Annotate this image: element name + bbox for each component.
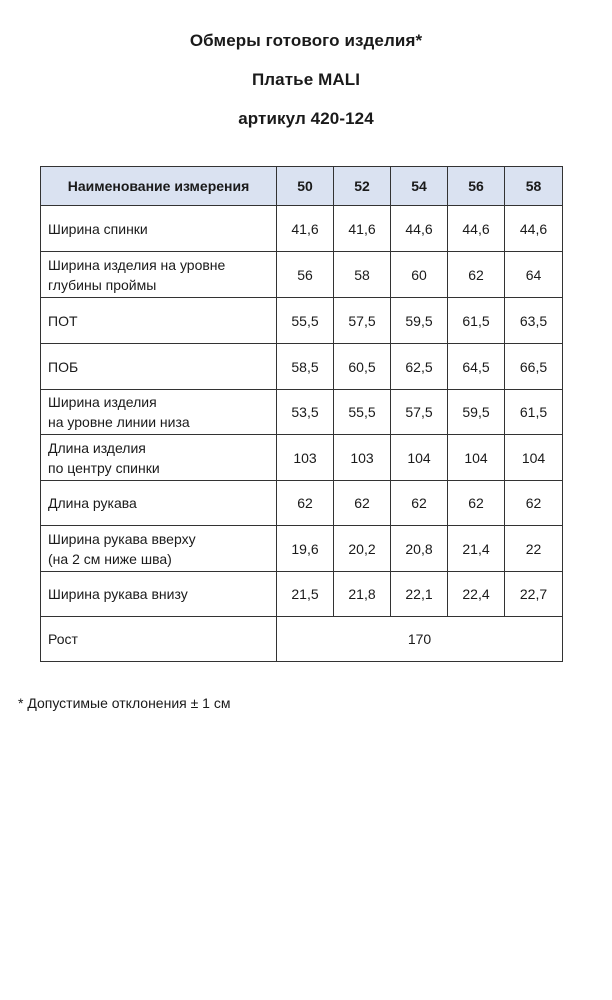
measurement-name-line: Ширина изделия — [48, 394, 157, 410]
measurement-value: 61,5 — [448, 298, 505, 344]
measurement-value: 22,4 — [448, 572, 505, 617]
measurement-name-line: на уровне линии низа — [48, 414, 190, 430]
measurement-value: 22,7 — [505, 572, 563, 617]
measurement-value: 104 — [505, 435, 563, 481]
measurement-value: 62 — [448, 252, 505, 298]
article-number: артикул 420-124 — [238, 109, 374, 128]
measurement-name-line: Ширина изделия на уровне — [48, 256, 226, 273]
measurement-name — [41, 206, 277, 252]
table-row — [41, 298, 563, 344]
measurement-value: 64,5 — [448, 344, 505, 390]
measurement-name-line: Ширина рукава внизу — [48, 586, 188, 602]
measurements-table — [40, 166, 563, 662]
measurement-value: 58,5 — [277, 344, 334, 390]
measurement-name — [41, 526, 277, 572]
table-body — [41, 206, 563, 662]
measurement-value: 59,5 — [448, 390, 505, 435]
measurement-name — [41, 435, 277, 481]
size-header: 52 — [334, 167, 391, 206]
measurement-value: 62 — [448, 481, 505, 526]
measurement-value: 55,5 — [334, 390, 391, 435]
measurement-name — [41, 344, 277, 390]
size-header: 50 — [277, 167, 334, 206]
measurement-name-line: по центру спинки — [48, 459, 160, 476]
measurement-value: 58 — [334, 252, 391, 298]
measurement-value: 21,8 — [334, 572, 391, 617]
measurement-value: 62 — [277, 481, 334, 526]
measurement-value: 44,6 — [391, 206, 448, 252]
measurement-value: 103 — [277, 435, 334, 481]
product-name: Платье MALI — [251, 70, 361, 89]
table-row — [41, 435, 563, 481]
title-block — [0, 30, 612, 147]
measurement-value: 60 — [391, 252, 448, 298]
measurement-value: 20,2 — [334, 526, 391, 572]
table-row — [41, 390, 563, 435]
measurement-value: 44,6 — [448, 206, 505, 252]
measurement-value: 62,5 — [391, 344, 448, 390]
size-header: 56 — [448, 167, 505, 206]
measurement-name-line: ПОБ — [48, 358, 79, 375]
table-header-row — [41, 167, 563, 206]
table-row — [41, 206, 563, 252]
measurement-value: 22,1 — [391, 572, 448, 617]
measurement-value: 104 — [448, 435, 505, 481]
measurement-value: 59,5 — [391, 298, 448, 344]
measurement-name — [41, 390, 277, 435]
measurement-value: 62 — [334, 481, 391, 526]
table-row — [41, 344, 563, 390]
measurement-name-line: глубины проймы — [48, 276, 157, 293]
table-row — [41, 572, 563, 617]
measurement-value: 41,6 — [334, 206, 391, 252]
height-value: 170 — [277, 617, 563, 662]
size-header: 54 — [391, 167, 448, 206]
measurement-value: 64 — [505, 252, 563, 298]
measurement-value: 103 — [334, 435, 391, 481]
measurement-value: 104 — [391, 435, 448, 481]
measurement-value: 57,5 — [391, 390, 448, 435]
measurement-name-line: Длина изделия — [48, 439, 146, 456]
measurement-name-line: Ширина рукава вверху — [48, 530, 196, 547]
measurement-value: 19,6 — [277, 526, 334, 572]
measurement-value: 57,5 — [334, 298, 391, 344]
table-row — [41, 481, 563, 526]
table-row — [41, 252, 563, 298]
footnote: * Допустимые отклонения ± 1 см — [18, 695, 231, 711]
height-label: Рост — [41, 617, 277, 662]
measurement-value: 41,6 — [277, 206, 334, 252]
measurement-value: 44,6 — [505, 206, 563, 252]
measurement-value: 22 — [505, 526, 563, 572]
measurement-value: 55,5 — [277, 298, 334, 344]
measurement-value: 62 — [505, 481, 563, 526]
measurement-value: 21,5 — [277, 572, 334, 617]
measurement-value: 20,8 — [391, 526, 448, 572]
measurement-name — [41, 252, 277, 298]
size-header: 58 — [505, 167, 563, 206]
measurement-name — [41, 572, 277, 617]
measurement-name — [41, 298, 277, 344]
measurement-name-line: Длина рукава — [48, 495, 137, 511]
table-row — [41, 526, 563, 572]
measurement-value: 66,5 — [505, 344, 563, 390]
table-row-height — [41, 617, 563, 662]
column-header-measurement: Наименование измерения — [41, 167, 277, 206]
measurement-value: 62 — [391, 481, 448, 526]
measurement-name — [41, 481, 277, 526]
measurement-value: 63,5 — [505, 298, 563, 344]
measurement-value: 60,5 — [334, 344, 391, 390]
measurement-value: 56 — [277, 252, 334, 298]
measurement-name-line: ПОТ — [48, 312, 78, 329]
measurement-name-line: (на 2 см ниже шва) — [48, 550, 172, 567]
measurement-value: 53,5 — [277, 390, 334, 435]
measurement-value: 21,4 — [448, 526, 505, 572]
page-title: Обмеры готового изделия* — [189, 31, 423, 50]
measurement-value: 61,5 — [505, 390, 563, 435]
measurement-name-line: Ширина спинки — [48, 220, 148, 237]
